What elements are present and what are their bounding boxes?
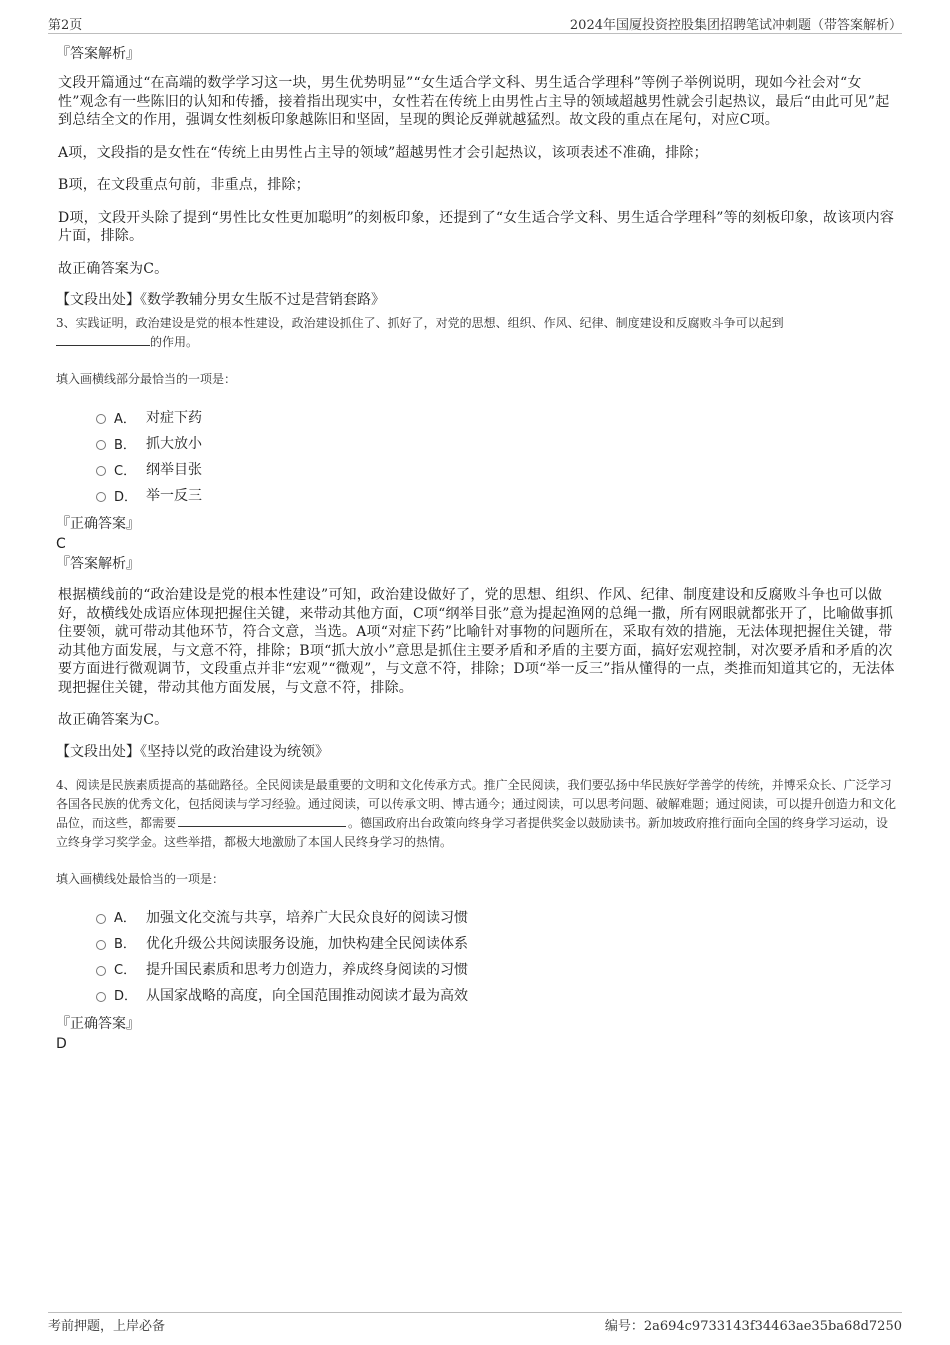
page-number: 第2页 [48, 18, 83, 33]
option-b[interactable]: B． 抓大放小 [96, 430, 896, 456]
radio-icon[interactable] [96, 914, 106, 924]
analysis-paragraph: 文段开篇通过“在高端的数学学习这一块，男生优势明显”“女生适合学文科、男生适合学理科”等例子举例说明，现如今社会对“女性”观念有一些陈旧的认知和传播，接着指出现实中，女性若在传统上由男性占主导的领域超越男性就会引起热议，最后“由此可见”起到总结全文的作用，强调女性刻板印象越陈旧和坚固，呈现的舆论反弹就越猛烈。故文段的重点在尾句，对应C项。 [58, 75, 890, 128]
passage-source: 【文段出处】《数学教辅分男女生版不过是营销套路》 [56, 292, 385, 308]
option-d[interactable]: D． 从国家战略的高度，向全国范围推动阅读才最为高效 [96, 982, 896, 1008]
radio-icon[interactable] [96, 466, 106, 476]
conclusion: 故正确答案为C。 [58, 260, 169, 277]
question-4-prompt: 填入画横线处最恰当的一项是： [56, 871, 225, 886]
question-4-text: 4、阅读是民族素质提高的基础路径。全民阅读是最重要的文明和文化传承方式。推广全民阅读，我们要弘扬中华民族好学善学的传统，并博采众长、广泛学习各国各民族的优秀文化，包括阅读与学习经验。通过阅读，可以传承文明、博古通今；通过阅读，可以思考问题、破解难题；通过阅读，可以提升创造力和文化品位，而这些，都需要 。德国政府出台政策向终身学习者提供奖金以鼓励读书。新加坡政府推行面向全国的终身学习运动，设立终身学习奖学金。这些举措，都极大地激励了本国人民终身学习的热情。 [56, 777, 897, 849]
passage-source: 【文段出处】《坚持以党的政治建设为统领》 [56, 743, 329, 760]
radio-icon[interactable] [96, 492, 106, 502]
document-id: 编号：2a694c9733143f34463ae35ba68d7250 [604, 1319, 902, 1334]
option-a[interactable]: A． 对症下药 [96, 404, 896, 430]
question-3-text: 3、实践证明，政治建设是党的根本性建设，政治建设抓住了、抓好了，对党的思想、组织、作风、纪律、制度建设和反腐败斗争可以起到 的作用。 [56, 316, 784, 349]
radio-icon[interactable] [96, 966, 106, 976]
question-3-options [96, 404, 896, 508]
conclusion: 故正确答案为C。 [58, 712, 169, 728]
radio-icon[interactable] [96, 414, 106, 424]
correct-answer-label: 『正确答案』 [56, 1015, 140, 1032]
correct-answer: C [56, 536, 66, 552]
question-3-prompt: 填入画横线部分最恰当的一项是： [56, 372, 237, 386]
analysis-label: 『答案解析』 [56, 46, 140, 62]
option-d-explanation: D项，文段开头除了提到“男性比女性更加聪明”的刻板印象，还提到了“女生适合学文科、男生适合学理科”等的刻板印象，故该项内容片面，排除。 [58, 209, 895, 244]
option-a-explanation: A项，文段指的是女性在“传统上由男性占主导的领域”超越男性才会引起热议，该项表述不准确，排除； [58, 144, 708, 161]
page-footer [48, 1312, 902, 1332]
option-b-explanation: B项，在文段重点句前，非重点，排除； [58, 177, 310, 193]
option-b[interactable]: B． 优化升级公共阅读服务设施，加快构建全民阅读体系 [96, 930, 896, 956]
answer-blank [56, 334, 150, 346]
document-body [56, 44, 896, 1054]
footer-slogan: 考前押题，上岸必备 [48, 1319, 166, 1334]
option-d[interactable]: D． 举一反三 [96, 482, 896, 508]
question-4-options [96, 904, 896, 1008]
option-a[interactable]: A． 加强文化交流与共享，培养广大民众良好的阅读习惯 [96, 904, 896, 930]
analysis-label: 『答案解析』 [56, 556, 140, 572]
correct-answer: D [56, 1035, 67, 1052]
option-c[interactable]: C． 提升国民素质和思考力创造力，养成终身阅读的习惯 [96, 956, 896, 982]
radio-icon[interactable] [96, 940, 106, 950]
answer-blank [178, 815, 346, 827]
page-header [48, 14, 902, 34]
option-c[interactable]: C． 纲举目张 [96, 456, 896, 482]
radio-icon[interactable] [96, 440, 106, 450]
document-title: 2024年国厦投资控股集团招聘笔试冲刺题（带答案解析） [569, 18, 902, 33]
correct-answer-label: 『正确答案』 [56, 516, 140, 532]
radio-icon[interactable] [96, 992, 106, 1002]
analysis-paragraph: 根据横线前的“政治建设是党的根本性建设”可知，政治建设做好了，党的思想、组织、作风、纪律、制度建设和反腐败斗争也可以做好，故横线处成语应体现把握住关键，来带动其他方面，C项“纲举目张”意为提起渔网的总绳一撒，所有网眼就都张开了，比喻做事抓住要领，就可带动其他环节，符合文意，当选。A项“对症下药”比喻针对事物的问题所在，采取有效的措施，无法体现把握住关键，带动其他方面发展，与文意不符，排除；B项“抓大放小”意思是抓住主要矛盾和矛盾的主要方面，搞好宏观控制，对次要矛盾和矛盾的次要方面进行微观调节，文段重点并非“宏观”“微观”，与文意不符，排除；D项“举一反三”指从懂得的一点，类推而知道其它的，无法体现把握住关键，带动其他方面发展，与文意不符，排除。 [58, 587, 895, 696]
